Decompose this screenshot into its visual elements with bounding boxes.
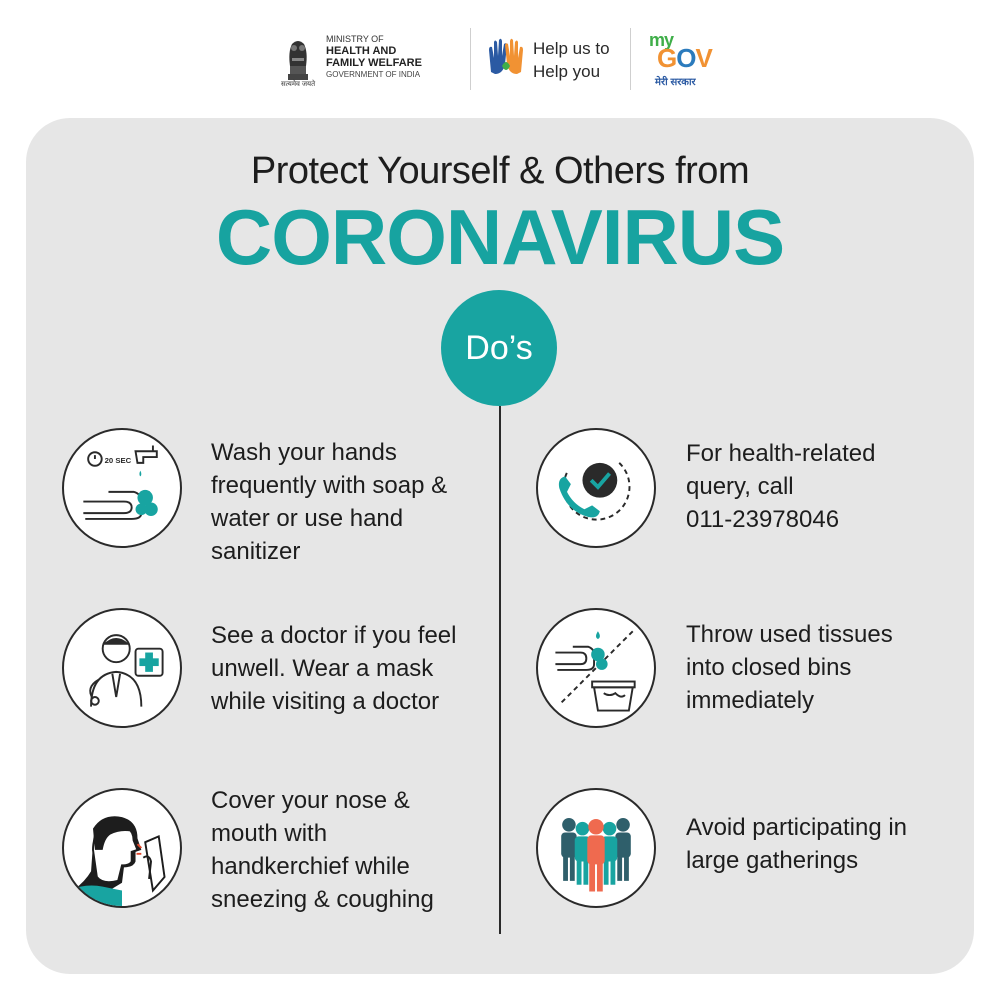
tip-line: handkerchief while <box>211 853 410 880</box>
timer-label: 20 SEC <box>104 455 132 465</box>
poster-title: Protect Yourself & Others from <box>250 150 750 192</box>
tip-line: query, call <box>686 473 794 500</box>
mygov-o: O <box>676 43 696 73</box>
tip-line: unwell. Wear a mask <box>211 655 434 682</box>
ministry-line3: FAMILY WELFARE <box>326 57 422 69</box>
tip-line: water or use hand <box>211 505 404 532</box>
crowd-icon <box>536 788 656 908</box>
mygov-logo <box>649 30 712 88</box>
header <box>0 0 1000 115</box>
tip-line: Cover your nose & <box>211 787 410 814</box>
tip-line: into closed bins <box>686 654 852 681</box>
tip-see-doctor <box>211 619 456 718</box>
help-line2: Help you <box>533 62 601 81</box>
dos-badge: Do’s <box>441 290 557 406</box>
tip-line: For health-related <box>686 440 876 467</box>
mygov-v: V <box>695 43 712 73</box>
hand-wash-icon <box>62 428 182 548</box>
mygov-g: G <box>657 43 677 73</box>
help-line1: Help us to <box>533 39 610 58</box>
emblem-caption: सत्यमेव जयते <box>281 81 316 88</box>
tissue-bin-icon <box>536 608 656 728</box>
ministry-line4: GOVERNMENT OF INDIA <box>326 70 421 79</box>
phone-check-icon <box>536 428 656 548</box>
poster-headline: CORONAVIRUS <box>215 193 785 281</box>
tip-line: sanitizer <box>211 538 301 565</box>
ministry-line2: HEALTH AND <box>326 45 397 57</box>
sneeze-handkerchief-icon <box>62 788 182 908</box>
tip-avoid-gatherings <box>686 811 907 877</box>
mygov-tagline: मेरी सरकार <box>655 77 696 88</box>
tip-cover-nose <box>211 784 434 916</box>
tip-line: 011-23978046 <box>686 506 840 533</box>
ministry-logo-text <box>326 33 422 81</box>
tip-line: mouth with <box>211 820 328 847</box>
tip-health-query <box>686 437 875 536</box>
tip-line: large gatherings <box>686 847 859 874</box>
header-divider <box>470 28 471 90</box>
center-divider <box>499 406 501 934</box>
ministry-line1: MINISTRY OF <box>326 34 384 44</box>
tip-throw-tissues <box>686 618 893 717</box>
tip-line: Avoid participating in <box>686 814 908 841</box>
mygov-my: my <box>649 30 674 50</box>
tip-wash-hands <box>211 436 447 568</box>
tip-line: frequently with soap & <box>211 472 448 499</box>
doctor-icon <box>62 608 182 728</box>
tip-line: while visiting a doctor <box>211 688 440 715</box>
tip-line: sneezing & coughing <box>211 886 434 913</box>
tip-line: Wash your hands <box>211 439 397 466</box>
helping-hands-icon <box>485 36 527 78</box>
header-divider <box>630 28 631 90</box>
tip-line: Throw used tissues <box>686 621 893 648</box>
help-us-text <box>533 37 610 83</box>
tip-line: immediately <box>686 687 815 714</box>
tip-line: See a doctor if you feel <box>211 622 457 649</box>
mygov-gov <box>657 43 712 74</box>
